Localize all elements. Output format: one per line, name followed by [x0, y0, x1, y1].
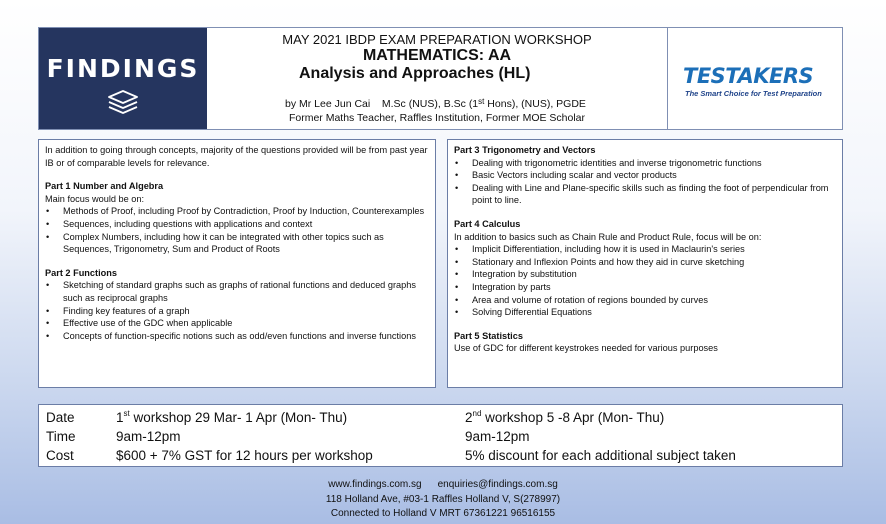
tutor-experience: Former Maths Teacher, Raffles Institution, Former MOE Scholar	[288, 112, 586, 124]
w2-rest: workshop 5 -8 Apr (Mon- Thu)	[481, 410, 665, 425]
header-title-block	[207, 28, 667, 129]
part4-title: Part 4 Calculus	[454, 218, 521, 229]
list-item: • Finding key features of a graph	[45, 305, 429, 318]
website-link[interactable]: www.findings.com.sg	[328, 479, 422, 490]
findings-logo-text: FINDINGS	[46, 54, 200, 83]
part3-list	[454, 157, 836, 207]
list-item: • Sketching of standard graphs such as graphs of rational functions and deduced graphs such as reciprocal graphs	[45, 279, 429, 304]
cost-label: Cost	[46, 448, 74, 463]
subject-title: MATHEMATICS: AA	[362, 47, 512, 64]
w1-sup: st	[123, 409, 130, 418]
list-item: • Complex Numbers, including how it can be integrated with other topics such as Sequences, Trigonometry, Sum and Product of Roots	[45, 231, 429, 256]
syllabus-right-panel	[447, 139, 843, 388]
tutor-name: by Mr Lee Jun Cai	[285, 98, 371, 110]
tutor-credentials	[285, 98, 586, 110]
list-item: • Methods of Proof, including Proof by Contradiction, Proof by Induction, Counterexamples	[45, 205, 429, 218]
email-link[interactable]: enquiries@findings.com.sg	[437, 479, 558, 490]
part2-list	[45, 279, 429, 342]
w2-sup: nd	[472, 409, 482, 418]
part4-subtitle: In addition to basics such as Chain Rule and Product Rule, focus will be on:	[454, 231, 762, 242]
part4-list	[454, 243, 836, 319]
testakers-logo-text: TESTAKERS	[683, 64, 814, 88]
date-label: Date	[46, 410, 75, 425]
workshop2-time: 9am-12pm	[465, 429, 530, 444]
w2-num: 2	[465, 410, 473, 425]
list-item: • Concepts of function-specific notions such as odd/even functions and inverse functions	[45, 330, 429, 343]
degrees-sup: st	[478, 97, 485, 106]
footer-contact-line	[0, 479, 886, 490]
findings-logo	[39, 28, 207, 129]
list-item: • Effective use of the GDC when applicable	[45, 317, 429, 330]
list-item: • Integration by substitution	[454, 268, 836, 281]
part5-title: Part 5 Statistics	[454, 330, 523, 341]
workshop2-date	[465, 410, 664, 425]
footer-phone: Connected to Holland V MRT 67361221 96516155	[330, 508, 556, 519]
part3-title: Part 3 Trigonometry and Vectors	[454, 145, 596, 155]
w1-rest: workshop 29 Mar- 1 Apr (Mon- Thu)	[129, 410, 348, 425]
workshop-title: MAY 2021 IBDP EXAM PREPARATION WORKSHOP	[282, 32, 592, 47]
list-item: • Implicit Differentiation, including how it is used in Maclaurin's series	[454, 243, 836, 256]
workshop1-cost: $600 + 7% GST for 12 hours per workshop	[116, 448, 373, 463]
list-item: • Basic Vectors including scalar and vector products	[454, 169, 836, 182]
testakers-logo	[667, 28, 842, 129]
list-item: • Solving Differential Equations	[454, 306, 836, 319]
subject-subtitle: Analysis and Approaches (HL)	[299, 65, 531, 82]
header-banner	[38, 27, 843, 130]
workshop1-time: 9am-12pm	[116, 429, 181, 444]
intro-text: In addition to going through concepts, majority of the questions provided will be from past year IB or of comparable levels for relevance.	[45, 145, 428, 168]
part5-text: Use of GDC for different keystrokes needed for various purposes	[454, 343, 718, 354]
list-item: • Integration by parts	[454, 281, 836, 294]
list-item: • Stationary and Inflexion Points and how they aid in curve sketching	[454, 256, 836, 269]
list-item: • Dealing with trigonometric identities and inverse trigonometric functions	[454, 157, 836, 170]
part2-title: Part 2 Functions	[45, 267, 117, 278]
list-item: • Sequences, including questions with applications and context	[45, 218, 429, 231]
part1-title: Part 1 Number and Algebra	[45, 181, 164, 192]
degrees-a: M.Sc (NUS), B.Sc (1	[381, 98, 479, 110]
syllabus-left-panel	[38, 139, 436, 388]
w1-num: 1	[116, 410, 124, 425]
schedule-box	[38, 404, 843, 467]
time-label: Time	[46, 429, 76, 444]
list-item: • Area and volume of rotation of regions bounded by curves	[454, 294, 836, 307]
workshop1-date	[116, 410, 347, 425]
footer-address: 118 Holland Ave, #03-1 Raffles Holland V, S(278997)	[325, 494, 561, 505]
list-item: • Dealing with Line and Plane-specific skills such as finding the foot of perpendicular from point to line.	[454, 182, 836, 207]
degrees-b: Hons), (NUS), PGDE	[484, 98, 586, 110]
workshop2-cost: 5% discount for each additional subject taken	[465, 448, 736, 463]
findings-books-icon	[105, 88, 141, 114]
part1-list	[45, 205, 429, 255]
part1-subtitle: Main focus would be on:	[45, 193, 145, 204]
testakers-tagline: The Smart Choice for Test Preparation	[685, 89, 822, 98]
